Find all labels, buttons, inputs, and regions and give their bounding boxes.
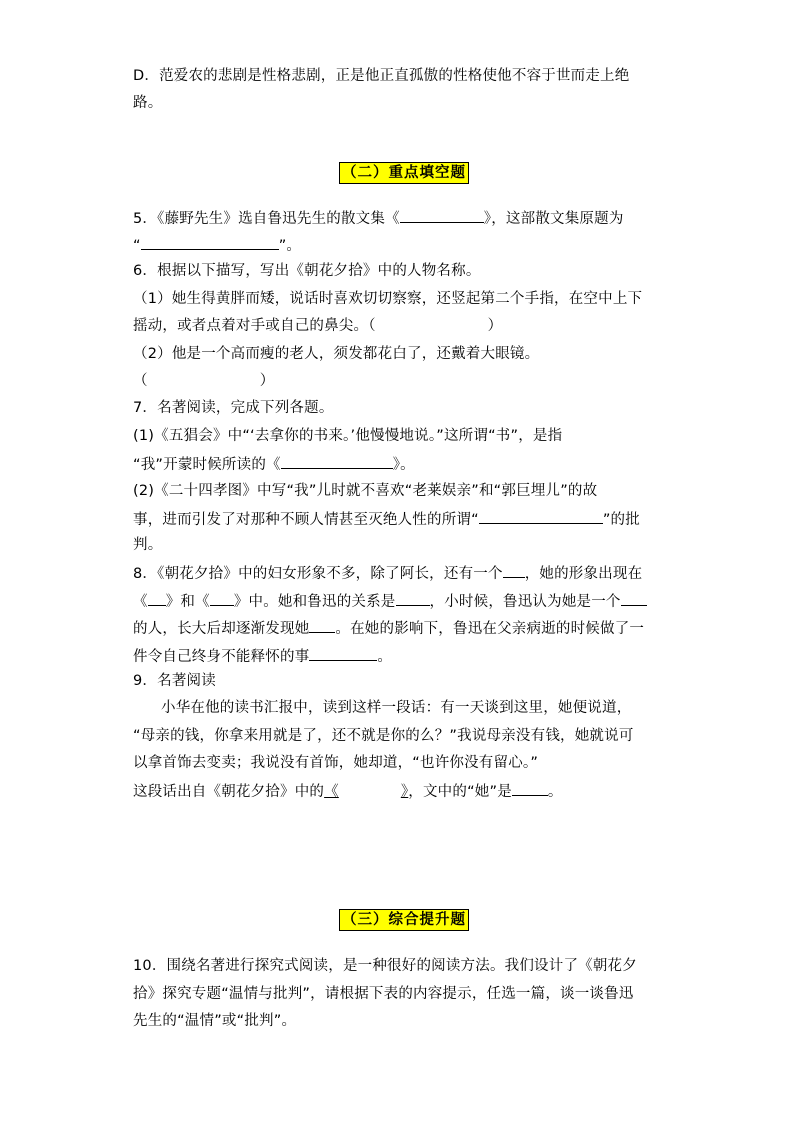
q9-text-e: 。 <box>547 784 563 800</box>
q8-blank-6[interactable] <box>309 617 335 633</box>
q9-passage-line3: 以拿首饰去变卖；我说没有首饰，她却道，“也许你没有留心。” <box>133 755 539 771</box>
q7-sub1-end: 》。 <box>392 457 415 473</box>
section-heading-2: （二）重点填空题 <box>339 162 469 184</box>
q6-item2-close: ） <box>259 373 275 389</box>
question-8-line1 <box>133 562 642 584</box>
q8-blank-4[interactable] <box>396 590 430 606</box>
q8-text-2c: 》中。她和鲁迅的关系是 <box>233 594 396 610</box>
q8-blank-3[interactable] <box>210 590 234 606</box>
question-8-line4 <box>133 645 392 667</box>
q7-sub1-text: “我”开蒙时候所读的《 <box>133 457 281 473</box>
q9-blank-2[interactable] <box>512 780 548 796</box>
q7-blank-1[interactable] <box>281 453 393 469</box>
question-7-intro: 7．名著阅读，完成下列各题。 <box>133 400 334 416</box>
q9-text-a: 这段话出自《朝花夕拾》中的 <box>133 784 325 800</box>
q5-text-b: 》，这部散文集原题为 <box>483 211 624 227</box>
q8-text-3b: 。在她的影响下，鲁迅在父亲病逝的时候做了一 <box>335 621 645 637</box>
q8-blank-1[interactable] <box>503 562 525 578</box>
q8-blank-5[interactable] <box>621 590 647 606</box>
question-8-line3 <box>133 617 644 639</box>
q8-text-1a: 8．《朝花夕拾》中的妇女形象不多，除了阿长，还有一个 <box>133 566 503 582</box>
q9-question-line <box>133 780 563 802</box>
option-d-line1: D．范爱农的悲剧是性格悲剧，正是他正直孤傲的性格使他不容于世而走上绝 <box>133 68 630 84</box>
q7-sub2-end: ”的批 <box>602 512 640 528</box>
q8-text-2a: 《 <box>133 594 148 610</box>
q7-sub2-line1: (2)《二十四孝图》中写“我”儿时就不喜欢“老莱娱亲”和“郭巨埋儿”的故 <box>133 483 598 499</box>
question-10-line2: 拾》探究专题“温情与批判”，请根据下表的内容提示，任选一篇，谈一谈鲁迅 <box>133 986 634 1002</box>
q8-text-4a: 件令自己终身不能释怀的事 <box>133 649 310 665</box>
q5-blank-1[interactable] <box>400 207 484 223</box>
option-d-line2: 路。 <box>133 95 163 111</box>
q8-text-4b: 。 <box>377 649 393 665</box>
q5-blank-2[interactable] <box>141 234 279 250</box>
q7-sub2-line3: 判。 <box>133 537 163 553</box>
q8-text-1b: ，她的形象出现在 <box>524 566 643 582</box>
q6-item2-line1: （2）他是一个高而瘦的老人，须发都花白了，还戴着大眼镜。 <box>133 346 540 362</box>
q6-item1-text: 摇动，或者点着对手或自己的鼻尖。（ <box>133 318 376 334</box>
q7-sub2-text: 事，进而引发了对那种不顾人情甚至灭绝人性的所谓“ <box>133 512 479 528</box>
q9-open-bracket: 《 <box>324 784 339 800</box>
q8-text-2b: 》和《 <box>165 594 210 610</box>
question-5-line1 <box>133 207 624 229</box>
question-8-line2 <box>133 590 647 612</box>
question-5-line2 <box>133 234 301 256</box>
q5-open-quote: “ <box>133 238 141 254</box>
q6-item1-line2 <box>133 316 502 336</box>
q7-sub1-line1: (1)《五猖会》中“‘去拿你的书来。’他慢慢地说。”这所谓“书”，是指 <box>133 428 563 444</box>
q5-text-a: 5．《藤野先生》选自鲁迅先生的散文集《 <box>133 211 400 227</box>
q6-item2-open: （ <box>133 373 148 389</box>
q7-sub1-line2 <box>133 453 415 475</box>
question-6-intro: 6．根据以下描写，写出《朝花夕拾》中的人物名称。 <box>133 263 481 279</box>
q6-item1-line1: （1）她生得黄胖而矮，说话时喜欢切切察察，还竖起第二个手指，在空中上下 <box>133 291 643 307</box>
q9-title-answer[interactable] <box>324 784 408 800</box>
question-9-intro: 9．名著阅读 <box>133 673 216 689</box>
q7-sub2-line2 <box>133 508 640 530</box>
q8-blank-7[interactable] <box>309 645 377 661</box>
q6-item1-paren: ） <box>487 318 503 334</box>
q8-blank-2[interactable] <box>148 590 166 606</box>
question-10-line1: 10．围绕名著进行探究式阅读，是一种很好的阅读方法。我们设计了《朝花夕 <box>133 958 637 974</box>
question-10-line3: 先生的“温情”或“批判”。 <box>133 1013 297 1029</box>
q5-close-quote: ”。 <box>278 238 302 254</box>
q9-close-bracket: 》 <box>400 784 409 800</box>
q8-text-3a: 的人，长大后却逐渐发现她 <box>133 621 310 637</box>
section-heading-3: （三）综合提升题 <box>339 909 469 931</box>
q9-passage-line1: 小华在他的读书汇报中，读到这样一段话：有一天谈到这里，她便说道， <box>161 700 632 716</box>
q8-text-2d: ，小时候，鲁迅认为她是一个 <box>429 594 621 610</box>
q9-passage-line2: “母亲的钱，你拿来用就是了，还不就是你的么？”我说母亲没有钱，她就说可 <box>133 728 634 744</box>
q7-blank-2[interactable] <box>479 508 603 524</box>
q6-item2-line2 <box>133 371 274 391</box>
q9-text-d: ，文中的“她”是 <box>408 784 512 800</box>
